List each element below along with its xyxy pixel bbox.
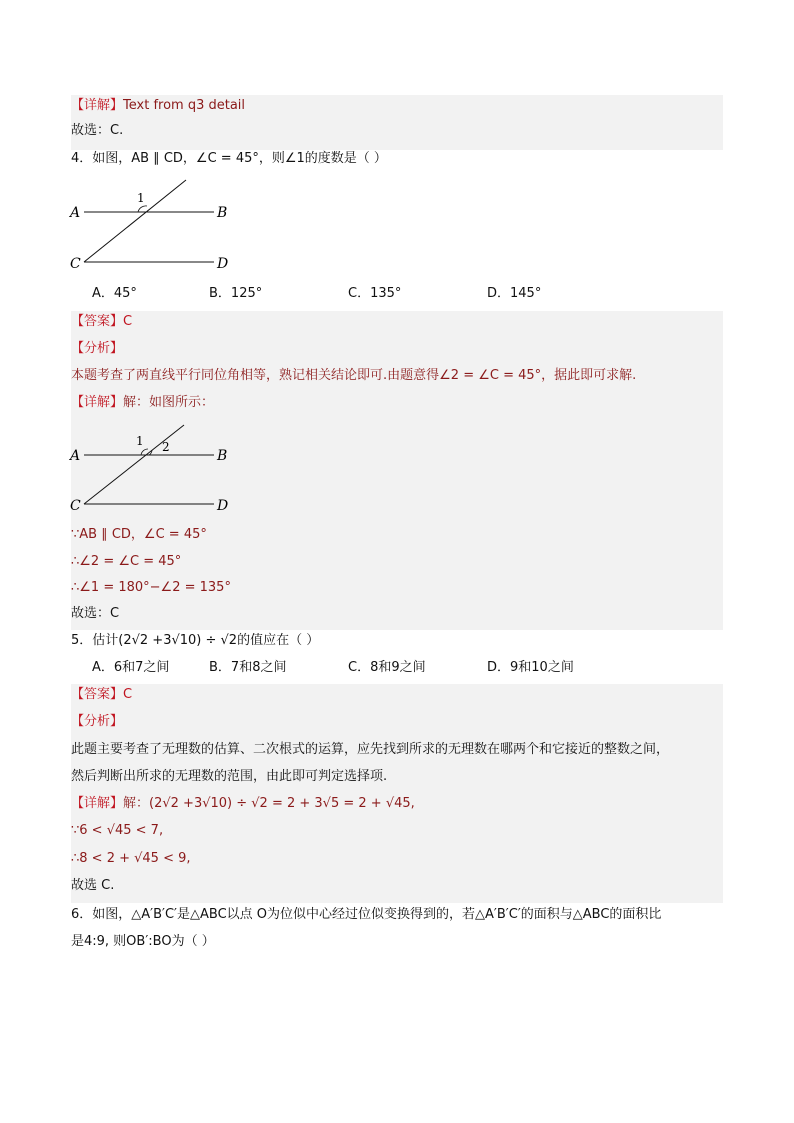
q5-step-2: ∴8 < 2 + √45 < 9, xyxy=(71,851,191,866)
q4-figure xyxy=(66,172,246,274)
q5-analysis-line-2: 然后判断出所求的无理数的范围，由此即可判定选择项. xyxy=(71,769,388,784)
q4-detail-text: 解：如图所示： xyxy=(123,395,215,410)
q6-stem-line-2: 是4:9, 则OB′:BO为（ ） xyxy=(71,934,215,949)
q6-stem-line-1: 6．如图，△A′B′C′是△ABC以点 O为位似中心经过位似变换得到的，若△A′B′C′的面积与△ABC的面积比 xyxy=(71,907,662,922)
q5-detail-line xyxy=(71,793,723,815)
label-b: B xyxy=(217,448,228,464)
q5-stem: 5．估计(2√2 +3√10) ÷ √2的值应在（ ） xyxy=(71,633,320,648)
q4-option-b: B．125° xyxy=(209,286,263,301)
label-a: A xyxy=(70,448,81,464)
q5-option-a: A．6和7之间 xyxy=(92,660,170,675)
label-b: B xyxy=(217,205,228,221)
q5-step-1: ∵6 < √45 < 7, xyxy=(71,823,164,838)
q4-option-d: D．145° xyxy=(487,286,542,301)
q3-detail-tag: 【详解】 xyxy=(71,98,124,113)
label-d: D xyxy=(217,498,229,514)
label-angle1: 1 xyxy=(136,434,144,448)
q4-step-3: ∴∠1 = 180°−∠2 = 135° xyxy=(71,580,231,595)
label-c: C xyxy=(70,256,81,272)
label-angle2: 2 xyxy=(162,440,170,454)
q4-answer: 【答案】C xyxy=(71,314,133,329)
q4-stem: 4．如图，AB ∥ CD，∠C = 45°，则∠1的度数是（ ） xyxy=(71,151,387,166)
q5-analysis-tag: 【分析】 xyxy=(71,714,124,729)
q3-detail-text: Text from q3 detail xyxy=(123,98,246,113)
q5-conclusion: 故选 C. xyxy=(71,878,115,893)
q5-option-b: B．7和8之间 xyxy=(209,660,287,675)
label-d: D xyxy=(217,256,229,272)
transversal xyxy=(84,180,186,262)
q5-detail-tag: 【详解】 xyxy=(71,796,124,811)
label-c: C xyxy=(70,498,81,514)
q4-option-a: A．45° xyxy=(92,286,137,301)
q4-step-1: ∵AB ∥ CD，∠C = 45° xyxy=(71,527,207,542)
q5-option-d: D．9和10之间 xyxy=(487,660,574,675)
q4-conclusion: 故选：C xyxy=(71,606,120,621)
q5-option-c: C．8和9之间 xyxy=(348,660,426,675)
q4-step-2: ∴∠2 = ∠C = 45° xyxy=(71,554,182,569)
q5-answer: 【答案】C xyxy=(71,687,133,702)
q4-analysis-text: 本题考查了两直线平行同位角相等，熟记相关结论即可.由题意得∠2 = ∠C = 45°，据此即可求解. xyxy=(71,368,637,383)
q5-detail-text: 解：(2√2 +3√10) ÷ √2 = 2 + 3√5 = 2 + √45, xyxy=(123,796,415,811)
q3-conclusion: 故选：C. xyxy=(71,123,124,138)
angle1-arc xyxy=(138,206,147,212)
transversal xyxy=(84,425,184,504)
q4-detail-line xyxy=(71,392,723,414)
label-a: A xyxy=(70,205,81,221)
q4-analysis-tag: 【分析】 xyxy=(71,341,124,356)
q5-analysis-line-1: 此题主要考查了无理数的估算、二次根式的运算，应先找到所求的无理数在哪两个和它接近的整数之间， xyxy=(71,742,670,757)
label-angle1: 1 xyxy=(137,191,145,205)
q4-answer-figure xyxy=(66,420,246,520)
q4-option-c: C．135° xyxy=(348,286,402,301)
q4-detail-tag: 【详解】 xyxy=(71,395,124,410)
q3-detail-line xyxy=(71,95,723,117)
